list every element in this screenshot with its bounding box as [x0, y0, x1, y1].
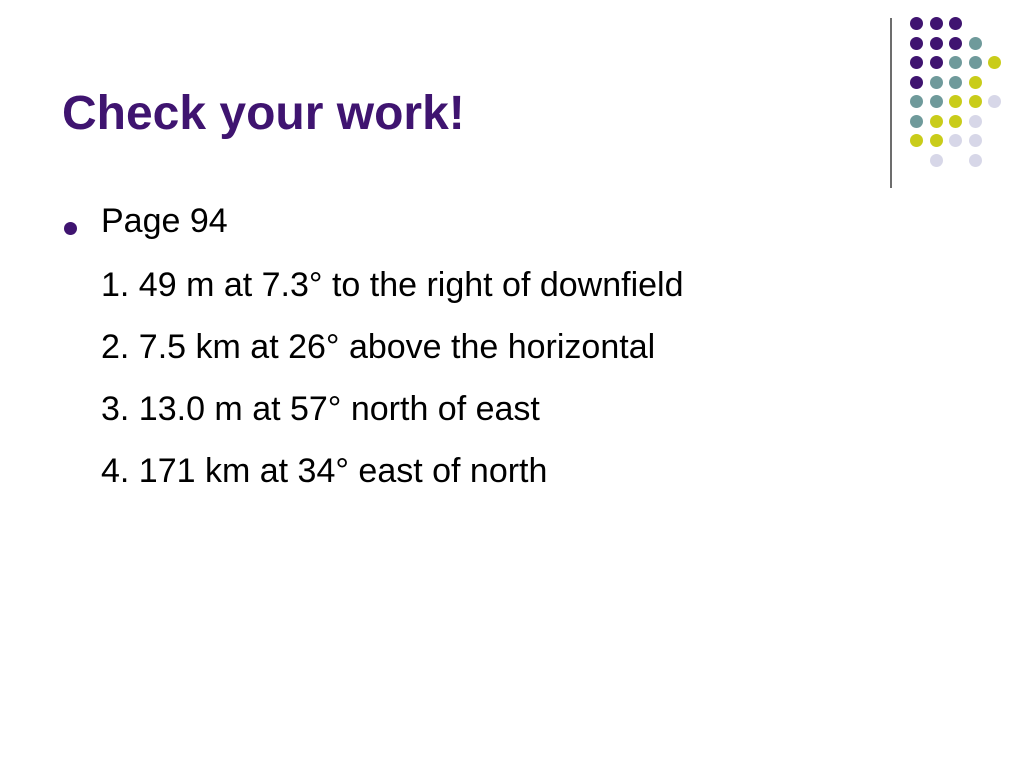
decorative-dot [969, 154, 982, 167]
decorative-dot [930, 134, 943, 147]
decorative-dot [910, 76, 923, 89]
bullet-text: Page 94 [101, 202, 228, 240]
answer-line-2: 2. 7.5 km at 26° above the horizontal [101, 328, 656, 366]
decorative-dot [930, 115, 943, 128]
decorative-dot [930, 56, 943, 69]
decorative-dot [930, 154, 943, 167]
decorative-dot [969, 95, 982, 108]
answer-line-4: 4. 171 km at 34° east of north [101, 452, 548, 490]
decorative-dot [949, 95, 962, 108]
decorative-dot [910, 37, 923, 50]
decorative-dot [949, 76, 962, 89]
decorative-dot [969, 115, 982, 128]
slide-title: Check your work! [62, 87, 465, 140]
bullet-item-page [62, 204, 228, 238]
decorative-dot [969, 56, 982, 69]
decorative-dot [949, 134, 962, 147]
decorative-dot [930, 76, 943, 89]
decorative-dot [910, 56, 923, 69]
decorative-dot [949, 56, 962, 69]
decorative-dot [949, 37, 962, 50]
answer-line-1: 1. 49 m at 7.3° to the right of downfield [101, 266, 684, 304]
decorative-dot [969, 37, 982, 50]
decorative-dot [910, 95, 923, 108]
decorative-dot [930, 95, 943, 108]
decorative-dot [949, 115, 962, 128]
decorative-dot [910, 115, 923, 128]
decorative-dot [969, 134, 982, 147]
decorative-dot [988, 56, 1001, 69]
decorative-dot [910, 17, 923, 30]
decorative-dot [910, 134, 923, 147]
bullet-dot-icon [64, 222, 77, 235]
decorative-dot [930, 37, 943, 50]
decorative-dot [930, 17, 943, 30]
decorative-dot [988, 95, 1001, 108]
decorative-dot [969, 76, 982, 89]
decorative-dot-grid [900, 10, 1010, 170]
decorative-dot [949, 17, 962, 30]
answer-line-3: 3. 13.0 m at 57° north of east [101, 390, 540, 428]
bullet-list [62, 204, 228, 238]
vertical-divider [890, 18, 892, 188]
answer-lines [62, 240, 684, 488]
